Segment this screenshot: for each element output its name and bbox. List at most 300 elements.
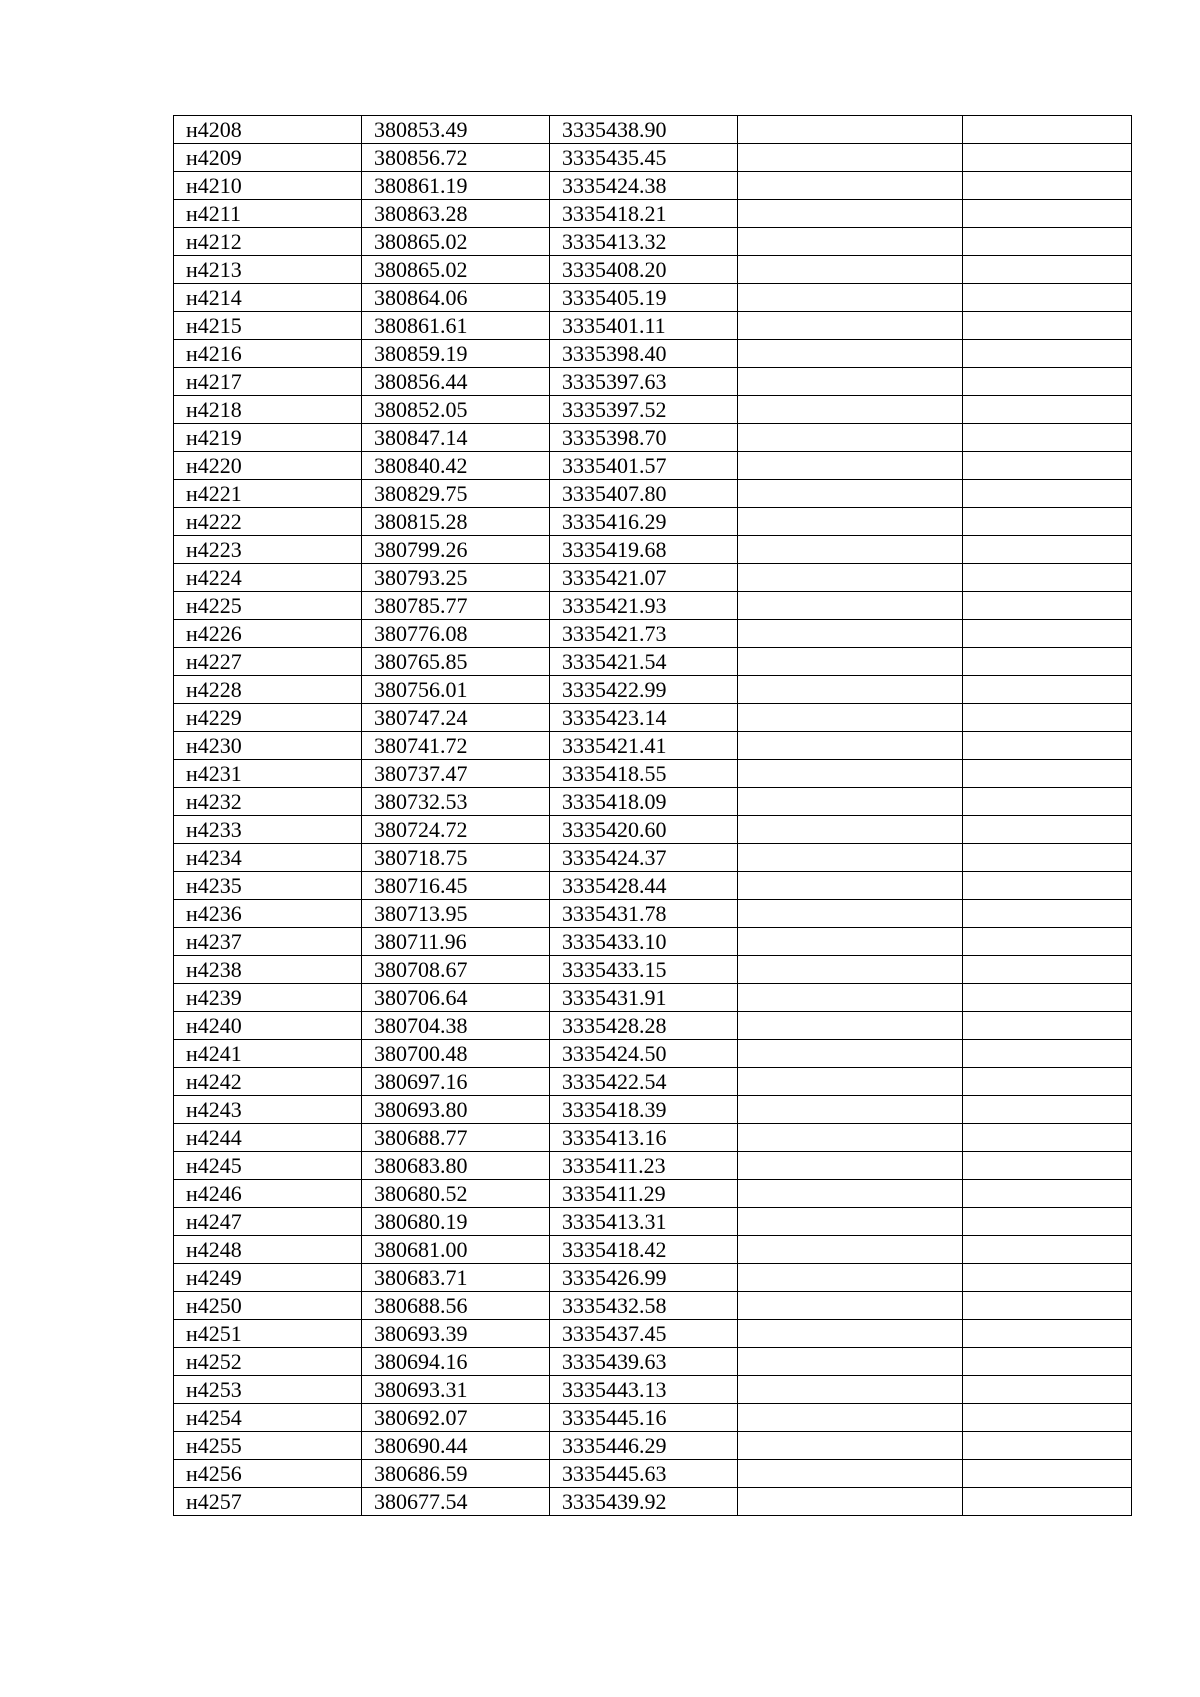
point-id-cell: н4248 — [174, 1236, 362, 1264]
point-id-cell: н4256 — [174, 1460, 362, 1488]
empty-cell — [963, 564, 1132, 592]
y-coordinate-cell: 3335416.29 — [550, 508, 738, 536]
empty-cell — [963, 340, 1132, 368]
x-coordinate-cell: 380856.72 — [362, 144, 550, 172]
y-coordinate-cell: 3335397.63 — [550, 368, 738, 396]
empty-cell — [963, 424, 1132, 452]
table-row — [174, 956, 1132, 984]
x-coordinate-cell: 380737.47 — [362, 760, 550, 788]
y-coordinate-cell: 3335433.15 — [550, 956, 738, 984]
point-id-cell: н4212 — [174, 228, 362, 256]
table-row — [174, 732, 1132, 760]
empty-cell — [738, 564, 963, 592]
empty-cell — [963, 312, 1132, 340]
empty-cell — [738, 984, 963, 1012]
coordinates-table-body — [174, 116, 1132, 1516]
y-coordinate-cell: 3335418.21 — [550, 200, 738, 228]
empty-cell — [963, 284, 1132, 312]
empty-cell — [738, 592, 963, 620]
empty-cell — [963, 1376, 1132, 1404]
x-coordinate-cell: 380690.44 — [362, 1432, 550, 1460]
table-row — [174, 788, 1132, 816]
table-row — [174, 1040, 1132, 1068]
table-row — [174, 116, 1132, 144]
point-id-cell: н4249 — [174, 1264, 362, 1292]
x-coordinate-cell: 380713.95 — [362, 900, 550, 928]
empty-cell — [963, 1320, 1132, 1348]
x-coordinate-cell: 380859.19 — [362, 340, 550, 368]
table-row — [174, 480, 1132, 508]
table-row — [174, 1208, 1132, 1236]
point-id-cell: н4245 — [174, 1152, 362, 1180]
y-coordinate-cell: 3335420.60 — [550, 816, 738, 844]
empty-cell — [738, 480, 963, 508]
table-row — [174, 256, 1132, 284]
empty-cell — [738, 536, 963, 564]
table-row — [174, 1320, 1132, 1348]
x-coordinate-cell: 380692.07 — [362, 1404, 550, 1432]
x-coordinate-cell: 380724.72 — [362, 816, 550, 844]
y-coordinate-cell: 3335438.90 — [550, 116, 738, 144]
y-coordinate-cell: 3335422.54 — [550, 1068, 738, 1096]
x-coordinate-cell: 380852.05 — [362, 396, 550, 424]
point-id-cell: н4208 — [174, 116, 362, 144]
empty-cell — [738, 928, 963, 956]
point-id-cell: н4235 — [174, 872, 362, 900]
table-row — [174, 1124, 1132, 1152]
point-id-cell: н4232 — [174, 788, 362, 816]
empty-cell — [738, 1432, 963, 1460]
table-row — [174, 1460, 1132, 1488]
empty-cell — [963, 116, 1132, 144]
point-id-cell: н4228 — [174, 676, 362, 704]
empty-cell — [738, 648, 963, 676]
x-coordinate-cell: 380700.48 — [362, 1040, 550, 1068]
table-row — [174, 452, 1132, 480]
empty-cell — [963, 816, 1132, 844]
empty-cell — [963, 1236, 1132, 1264]
x-coordinate-cell: 380680.19 — [362, 1208, 550, 1236]
x-coordinate-cell: 380865.02 — [362, 228, 550, 256]
point-id-cell: н4222 — [174, 508, 362, 536]
empty-cell — [738, 424, 963, 452]
y-coordinate-cell: 3335445.16 — [550, 1404, 738, 1432]
y-coordinate-cell: 3335418.42 — [550, 1236, 738, 1264]
empty-cell — [738, 704, 963, 732]
empty-cell — [738, 872, 963, 900]
y-coordinate-cell: 3335421.93 — [550, 592, 738, 620]
point-id-cell: н4214 — [174, 284, 362, 312]
empty-cell — [738, 1012, 963, 1040]
empty-cell — [963, 1208, 1132, 1236]
x-coordinate-cell: 380853.49 — [362, 116, 550, 144]
point-id-cell: н4254 — [174, 1404, 362, 1432]
x-coordinate-cell: 380688.56 — [362, 1292, 550, 1320]
y-coordinate-cell: 3335421.07 — [550, 564, 738, 592]
x-coordinate-cell: 380694.16 — [362, 1348, 550, 1376]
x-coordinate-cell: 380688.77 — [362, 1124, 550, 1152]
table-row — [174, 312, 1132, 340]
y-coordinate-cell: 3335426.99 — [550, 1264, 738, 1292]
y-coordinate-cell: 3335398.70 — [550, 424, 738, 452]
x-coordinate-cell: 380815.28 — [362, 508, 550, 536]
empty-cell — [963, 480, 1132, 508]
x-coordinate-cell: 380840.42 — [362, 452, 550, 480]
empty-cell — [738, 1068, 963, 1096]
point-id-cell: н4240 — [174, 1012, 362, 1040]
y-coordinate-cell: 3335423.14 — [550, 704, 738, 732]
x-coordinate-cell: 380683.80 — [362, 1152, 550, 1180]
y-coordinate-cell: 3335428.28 — [550, 1012, 738, 1040]
empty-cell — [963, 1264, 1132, 1292]
point-id-cell: н4224 — [174, 564, 362, 592]
point-id-cell: н4237 — [174, 928, 362, 956]
table-row — [174, 396, 1132, 424]
point-id-cell: н4242 — [174, 1068, 362, 1096]
empty-cell — [738, 228, 963, 256]
x-coordinate-cell: 380681.00 — [362, 1236, 550, 1264]
empty-cell — [963, 984, 1132, 1012]
y-coordinate-cell: 3335424.50 — [550, 1040, 738, 1068]
y-coordinate-cell: 3335413.32 — [550, 228, 738, 256]
point-id-cell: н4257 — [174, 1488, 362, 1516]
empty-cell — [963, 228, 1132, 256]
empty-cell — [738, 676, 963, 704]
y-coordinate-cell: 3335439.63 — [550, 1348, 738, 1376]
table-row — [174, 1292, 1132, 1320]
y-coordinate-cell: 3335407.80 — [550, 480, 738, 508]
empty-cell — [738, 116, 963, 144]
empty-cell — [963, 592, 1132, 620]
point-id-cell: н4225 — [174, 592, 362, 620]
empty-cell — [963, 956, 1132, 984]
empty-cell — [738, 732, 963, 760]
empty-cell — [738, 620, 963, 648]
y-coordinate-cell: 3335405.19 — [550, 284, 738, 312]
table-row — [174, 508, 1132, 536]
empty-cell — [963, 368, 1132, 396]
point-id-cell: н4244 — [174, 1124, 362, 1152]
y-coordinate-cell: 3335422.99 — [550, 676, 738, 704]
empty-cell — [738, 788, 963, 816]
empty-cell — [963, 928, 1132, 956]
y-coordinate-cell: 3335445.63 — [550, 1460, 738, 1488]
y-coordinate-cell: 3335418.55 — [550, 760, 738, 788]
point-id-cell: н4221 — [174, 480, 362, 508]
empty-cell — [963, 676, 1132, 704]
table-row — [174, 676, 1132, 704]
table-row — [174, 172, 1132, 200]
y-coordinate-cell: 3335424.37 — [550, 844, 738, 872]
table-row — [174, 1404, 1132, 1432]
point-id-cell: н4227 — [174, 648, 362, 676]
y-coordinate-cell: 3335443.13 — [550, 1376, 738, 1404]
empty-cell — [963, 1152, 1132, 1180]
empty-cell — [963, 1180, 1132, 1208]
y-coordinate-cell: 3335397.52 — [550, 396, 738, 424]
table-row — [174, 984, 1132, 1012]
x-coordinate-cell: 380693.31 — [362, 1376, 550, 1404]
empty-cell — [738, 844, 963, 872]
empty-cell — [738, 1208, 963, 1236]
empty-cell — [738, 312, 963, 340]
empty-cell — [963, 1404, 1132, 1432]
table-row — [174, 1068, 1132, 1096]
table-row — [174, 536, 1132, 564]
y-coordinate-cell: 3335437.45 — [550, 1320, 738, 1348]
empty-cell — [963, 1040, 1132, 1068]
table-row — [174, 620, 1132, 648]
x-coordinate-cell: 380847.14 — [362, 424, 550, 452]
point-id-cell: н4219 — [174, 424, 362, 452]
empty-cell — [963, 844, 1132, 872]
x-coordinate-cell: 380697.16 — [362, 1068, 550, 1096]
table-row — [174, 1376, 1132, 1404]
y-coordinate-cell: 3335421.73 — [550, 620, 738, 648]
table-row — [174, 760, 1132, 788]
y-coordinate-cell: 3335419.68 — [550, 536, 738, 564]
empty-cell — [738, 1348, 963, 1376]
table-row — [174, 424, 1132, 452]
table-row — [174, 228, 1132, 256]
point-id-cell: н4251 — [174, 1320, 362, 1348]
table-row — [174, 816, 1132, 844]
coordinates-table — [173, 115, 1132, 1516]
y-coordinate-cell: 3335432.58 — [550, 1292, 738, 1320]
empty-cell — [738, 1376, 963, 1404]
empty-cell — [738, 760, 963, 788]
empty-cell — [738, 508, 963, 536]
empty-cell — [738, 172, 963, 200]
empty-cell — [738, 1320, 963, 1348]
empty-cell — [963, 1348, 1132, 1376]
y-coordinate-cell: 3335401.11 — [550, 312, 738, 340]
point-id-cell: н4252 — [174, 1348, 362, 1376]
table-row — [174, 340, 1132, 368]
point-id-cell: н4223 — [174, 536, 362, 564]
empty-cell — [963, 144, 1132, 172]
point-id-cell: н4215 — [174, 312, 362, 340]
y-coordinate-cell: 3335418.39 — [550, 1096, 738, 1124]
point-id-cell: н4238 — [174, 956, 362, 984]
empty-cell — [738, 1460, 963, 1488]
x-coordinate-cell: 380829.75 — [362, 480, 550, 508]
point-id-cell: н4230 — [174, 732, 362, 760]
empty-cell — [963, 200, 1132, 228]
x-coordinate-cell: 380776.08 — [362, 620, 550, 648]
point-id-cell: н4217 — [174, 368, 362, 396]
x-coordinate-cell: 380765.85 — [362, 648, 550, 676]
x-coordinate-cell: 380861.19 — [362, 172, 550, 200]
table-row — [174, 1180, 1132, 1208]
y-coordinate-cell: 3335408.20 — [550, 256, 738, 284]
x-coordinate-cell: 380863.28 — [362, 200, 550, 228]
y-coordinate-cell: 3335413.31 — [550, 1208, 738, 1236]
empty-cell — [738, 452, 963, 480]
table-row — [174, 1152, 1132, 1180]
y-coordinate-cell: 3335439.92 — [550, 1488, 738, 1516]
x-coordinate-cell: 380708.67 — [362, 956, 550, 984]
x-coordinate-cell: 380706.64 — [362, 984, 550, 1012]
empty-cell — [738, 284, 963, 312]
empty-cell — [963, 396, 1132, 424]
y-coordinate-cell: 3335431.78 — [550, 900, 738, 928]
table-row — [174, 1264, 1132, 1292]
empty-cell — [963, 1068, 1132, 1096]
table-row — [174, 564, 1132, 592]
point-id-cell: н4213 — [174, 256, 362, 284]
point-id-cell: н4241 — [174, 1040, 362, 1068]
point-id-cell: н4218 — [174, 396, 362, 424]
point-id-cell: н4226 — [174, 620, 362, 648]
x-coordinate-cell: 380861.61 — [362, 312, 550, 340]
empty-cell — [963, 648, 1132, 676]
empty-cell — [963, 788, 1132, 816]
table-row — [174, 368, 1132, 396]
x-coordinate-cell: 380756.01 — [362, 676, 550, 704]
empty-cell — [963, 1096, 1132, 1124]
empty-cell — [963, 760, 1132, 788]
point-id-cell: н4216 — [174, 340, 362, 368]
point-id-cell: н4209 — [174, 144, 362, 172]
point-id-cell: н4233 — [174, 816, 362, 844]
x-coordinate-cell: 380683.71 — [362, 1264, 550, 1292]
table-row — [174, 200, 1132, 228]
point-id-cell: н4211 — [174, 200, 362, 228]
x-coordinate-cell: 380677.54 — [362, 1488, 550, 1516]
x-coordinate-cell: 380865.02 — [362, 256, 550, 284]
x-coordinate-cell: 380686.59 — [362, 1460, 550, 1488]
empty-cell — [963, 508, 1132, 536]
empty-cell — [963, 1124, 1132, 1152]
empty-cell — [738, 396, 963, 424]
empty-cell — [963, 1488, 1132, 1516]
x-coordinate-cell: 380704.38 — [362, 1012, 550, 1040]
y-coordinate-cell: 3335446.29 — [550, 1432, 738, 1460]
x-coordinate-cell: 380856.44 — [362, 368, 550, 396]
y-coordinate-cell: 3335435.45 — [550, 144, 738, 172]
point-id-cell: н4236 — [174, 900, 362, 928]
point-id-cell: н4246 — [174, 1180, 362, 1208]
x-coordinate-cell: 380693.80 — [362, 1096, 550, 1124]
table-row — [174, 1012, 1132, 1040]
point-id-cell: н4255 — [174, 1432, 362, 1460]
x-coordinate-cell: 380785.77 — [362, 592, 550, 620]
table-row — [174, 1096, 1132, 1124]
y-coordinate-cell: 3335411.23 — [550, 1152, 738, 1180]
empty-cell — [963, 1012, 1132, 1040]
table-row — [174, 144, 1132, 172]
y-coordinate-cell: 3335424.38 — [550, 172, 738, 200]
y-coordinate-cell: 3335401.57 — [550, 452, 738, 480]
empty-cell — [963, 536, 1132, 564]
table-row — [174, 900, 1132, 928]
empty-cell — [738, 956, 963, 984]
table-row — [174, 844, 1132, 872]
x-coordinate-cell: 380680.52 — [362, 1180, 550, 1208]
empty-cell — [738, 1264, 963, 1292]
table-row — [174, 592, 1132, 620]
empty-cell — [963, 704, 1132, 732]
empty-cell — [738, 256, 963, 284]
empty-cell — [963, 452, 1132, 480]
empty-cell — [963, 1460, 1132, 1488]
x-coordinate-cell: 380732.53 — [362, 788, 550, 816]
empty-cell — [738, 1152, 963, 1180]
empty-cell — [738, 1488, 963, 1516]
y-coordinate-cell: 3335421.54 — [550, 648, 738, 676]
point-id-cell: н4220 — [174, 452, 362, 480]
point-id-cell: н4210 — [174, 172, 362, 200]
point-id-cell: н4250 — [174, 1292, 362, 1320]
y-coordinate-cell: 3335421.41 — [550, 732, 738, 760]
empty-cell — [963, 872, 1132, 900]
empty-cell — [963, 172, 1132, 200]
point-id-cell: н4253 — [174, 1376, 362, 1404]
y-coordinate-cell: 3335433.10 — [550, 928, 738, 956]
empty-cell — [738, 1236, 963, 1264]
x-coordinate-cell: 380747.24 — [362, 704, 550, 732]
empty-cell — [963, 732, 1132, 760]
point-id-cell: н4247 — [174, 1208, 362, 1236]
y-coordinate-cell: 3335428.44 — [550, 872, 738, 900]
empty-cell — [963, 620, 1132, 648]
empty-cell — [738, 1040, 963, 1068]
table-row — [174, 928, 1132, 956]
x-coordinate-cell: 380864.06 — [362, 284, 550, 312]
x-coordinate-cell: 380741.72 — [362, 732, 550, 760]
empty-cell — [738, 200, 963, 228]
table-row — [174, 1432, 1132, 1460]
table-row — [174, 648, 1132, 676]
y-coordinate-cell: 3335413.16 — [550, 1124, 738, 1152]
x-coordinate-cell: 380716.45 — [362, 872, 550, 900]
empty-cell — [738, 1096, 963, 1124]
point-id-cell: н4243 — [174, 1096, 362, 1124]
empty-cell — [738, 1292, 963, 1320]
table-row — [174, 284, 1132, 312]
empty-cell — [738, 816, 963, 844]
y-coordinate-cell: 3335418.09 — [550, 788, 738, 816]
y-coordinate-cell: 3335398.40 — [550, 340, 738, 368]
point-id-cell: н4234 — [174, 844, 362, 872]
empty-cell — [738, 1180, 963, 1208]
empty-cell — [738, 1124, 963, 1152]
x-coordinate-cell: 380793.25 — [362, 564, 550, 592]
empty-cell — [963, 1292, 1132, 1320]
y-coordinate-cell: 3335411.29 — [550, 1180, 738, 1208]
table-row — [174, 1488, 1132, 1516]
empty-cell — [963, 900, 1132, 928]
table-row — [174, 704, 1132, 732]
empty-cell — [738, 340, 963, 368]
empty-cell — [738, 1404, 963, 1432]
empty-cell — [738, 368, 963, 396]
empty-cell — [738, 144, 963, 172]
point-id-cell: н4239 — [174, 984, 362, 1012]
empty-cell — [963, 256, 1132, 284]
empty-cell — [963, 1432, 1132, 1460]
table-row — [174, 1348, 1132, 1376]
point-id-cell: н4231 — [174, 760, 362, 788]
y-coordinate-cell: 3335431.91 — [550, 984, 738, 1012]
table-row — [174, 872, 1132, 900]
table-row — [174, 1236, 1132, 1264]
point-id-cell: н4229 — [174, 704, 362, 732]
x-coordinate-cell: 380718.75 — [362, 844, 550, 872]
x-coordinate-cell: 380693.39 — [362, 1320, 550, 1348]
x-coordinate-cell: 380799.26 — [362, 536, 550, 564]
